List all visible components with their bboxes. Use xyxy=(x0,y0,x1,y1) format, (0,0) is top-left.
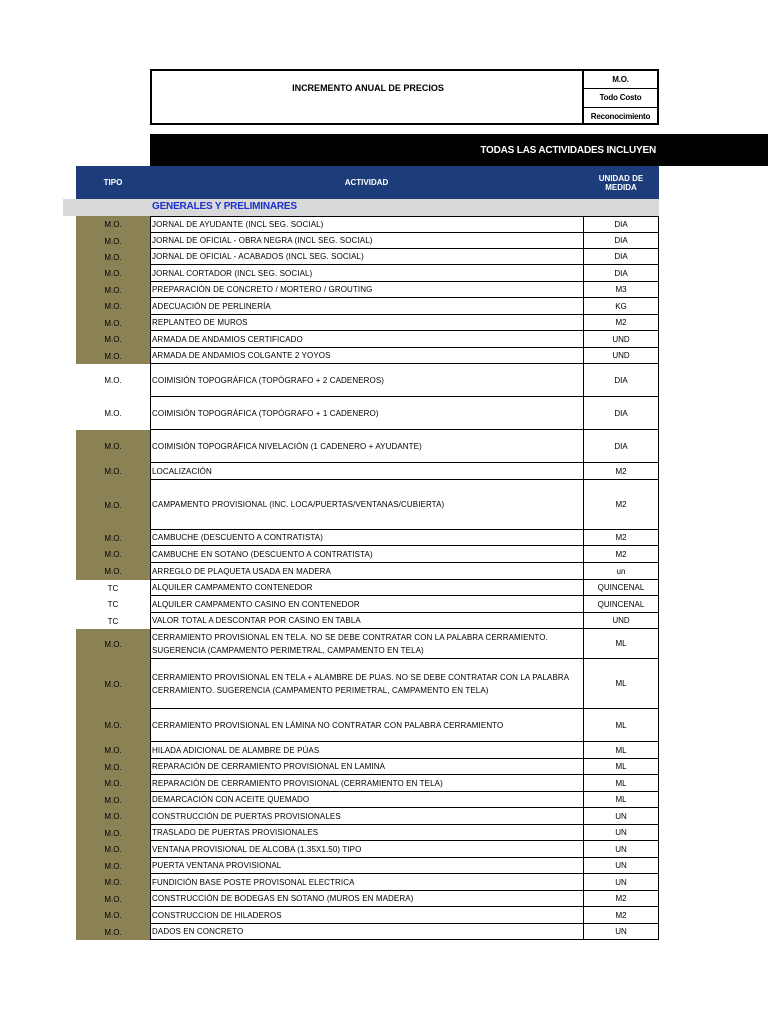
cell-actividad: CAMBUCHE (DESCUENTO A CONTRATISTA) xyxy=(150,530,583,546)
cell-unidad: UN xyxy=(583,858,659,874)
table-row[interactable] xyxy=(76,629,659,659)
cell-tipo: TC xyxy=(107,583,119,593)
cell-unidad: UN xyxy=(583,825,659,841)
table-row[interactable] xyxy=(76,216,659,233)
cell-unidad: DIA xyxy=(583,364,659,397)
cell-tipo: M.O. xyxy=(76,874,150,891)
cell-actividad: CERRAMIENTO PROVISIONAL EN TELA. NO SE DEBE CONTRATAR CON LA PALABRA CERRAMIENTO. SUGERENCIA (CAMPAMENTO PERIMETRAL, CAMPAMENTO EN TELA) xyxy=(150,629,583,659)
cell-tipo: M.O. xyxy=(76,709,150,742)
cell-actividad: JORNAL DE OFICIAL - OBRA NEGRA (INCL SEG. SOCIAL) xyxy=(150,233,583,249)
cell-tipo: M.O. xyxy=(76,891,150,907)
cell-actividad: JORNAL DE OFICIAL - ACABADOS (INCL SEG. SOCIAL) xyxy=(150,249,583,265)
cell-unidad: ML xyxy=(583,775,659,792)
legend-todo-costo: Todo Costo xyxy=(584,89,657,107)
cell-unidad: DIA xyxy=(583,397,659,430)
cell-actividad: COIMISIÓN TOPOGRÁFICA (TOPÓGRAFO + 1 CADENERO) xyxy=(150,397,583,430)
cell-tipo: M.O. xyxy=(76,282,150,298)
cell-unidad: M2 xyxy=(583,530,659,546)
cell-actividad: DEMARCACIÓN CON ACEITE QUEMADO xyxy=(150,792,583,808)
cell-unidad: ML xyxy=(583,659,659,709)
cell-tipo: M.O. xyxy=(76,775,150,792)
table-row[interactable] xyxy=(76,331,659,348)
cell-tipo: M.O. xyxy=(76,563,150,580)
cell-unidad: M3 xyxy=(583,282,659,298)
cell-actividad: COIMISIÓN TOPOGRÁFICA NIVELACIÓN (1 CADENERO + AYUDANTE) xyxy=(150,430,583,463)
cell-tipo: M.O. xyxy=(76,233,150,249)
table-row[interactable] xyxy=(76,596,659,613)
type-legend xyxy=(582,69,659,125)
table-row[interactable] xyxy=(76,841,659,858)
column-header-actividad[interactable]: ACTIVIDAD xyxy=(150,166,583,199)
cell-unidad: ML xyxy=(583,759,659,775)
table-row[interactable] xyxy=(76,742,659,759)
cell-actividad: REPARACIÓN DE CERRAMIENTO PROVISIONAL EN LAMINA xyxy=(150,759,583,775)
cell-actividad: REPLANTEO DE MUROS xyxy=(150,315,583,331)
legend-reconocimiento: Reconocimiento xyxy=(590,111,651,121)
cell-unidad: UN xyxy=(583,924,659,940)
table-row[interactable] xyxy=(76,563,659,580)
cell-tipo: M.O. xyxy=(76,907,150,924)
cell-tipo: M.O. xyxy=(76,808,150,825)
cell-unidad: DIA xyxy=(583,216,659,233)
table-row[interactable] xyxy=(76,891,659,907)
cell-unidad: ML xyxy=(583,629,659,659)
cell-actividad: ARREGLO DE PLAQUETA USADA EN MADERA xyxy=(150,563,583,580)
table-row[interactable] xyxy=(76,463,659,480)
cell-tipo: M.O. xyxy=(76,924,150,940)
cell-unidad: QUINCENAL xyxy=(583,580,659,596)
table-row[interactable] xyxy=(76,249,659,265)
cell-actividad: ALQUILER CAMPAMENTO CONTENEDOR xyxy=(150,580,583,596)
table-row[interactable] xyxy=(76,397,659,430)
cell-tipo: M.O. xyxy=(76,216,150,233)
cell-actividad: JORNAL CORTADOR (INCL SEG. SOCIAL) xyxy=(150,265,583,282)
cell-unidad: DIA xyxy=(583,265,659,282)
cell-unidad: M2 xyxy=(583,463,659,480)
cell-tipo: M.O. xyxy=(76,546,150,563)
table-row[interactable] xyxy=(76,430,659,463)
table-row[interactable] xyxy=(76,298,659,315)
legend-mo: M.O. xyxy=(584,71,657,89)
cell-unidad: UN xyxy=(583,808,659,825)
table-row[interactable] xyxy=(76,315,659,331)
activities-banner: TODAS LAS ACTIVIDADES INCLUYEN xyxy=(150,134,768,166)
cell-actividad: FUNDICIÓN BASE POSTE PROVISONAL ELECTRICA xyxy=(150,874,583,891)
cell-unidad: M2 xyxy=(583,907,659,924)
table-row[interactable] xyxy=(76,480,659,530)
table-row[interactable] xyxy=(76,775,659,792)
cell-unidad: ML xyxy=(583,742,659,759)
cell-unidad: DIA xyxy=(583,430,659,463)
cell-tipo: M.O. xyxy=(76,530,150,546)
cell-actividad: ALQUILER CAMPAMENTO CASINO EN CONTENEDOR xyxy=(150,596,583,613)
cell-tipo: M.O. xyxy=(76,629,150,659)
cell-tipo: TC xyxy=(107,600,119,609)
column-header-tipo[interactable]: TIPO xyxy=(76,166,150,199)
cell-tipo: M.O. xyxy=(76,430,150,463)
cell-tipo: M.O. xyxy=(104,376,122,385)
cell-actividad: LOCALIZACIÓN xyxy=(150,463,583,480)
cell-tipo: M.O. xyxy=(76,659,150,709)
cell-unidad: UN xyxy=(583,841,659,858)
cell-actividad: CERRAMIENTO PROVISIONAL EN TELA + ALAMBRE DE PUAS. NO SE DEBE CONTRATAR CON LA PALABRA CERRAMIENTO. SUGERENCIA (CAMPAMENTO PERIMETRAL, CAMPAMENTO EN TELA) xyxy=(150,659,583,709)
cell-tipo: M.O. xyxy=(76,858,150,874)
table-row[interactable] xyxy=(76,530,659,546)
cell-tipo: M.O. xyxy=(76,480,150,530)
cell-tipo: M.O. xyxy=(76,315,150,331)
cell-actividad: HILADA ADICIONAL DE ALAMBRE DE PÚAS xyxy=(150,742,583,759)
cell-unidad: ML xyxy=(583,709,659,742)
cell-actividad: REPARACIÓN DE CERRAMIENTO PROVISIONAL (CERRAMIENTO EN TELA) xyxy=(150,775,583,792)
cell-tipo: M.O. xyxy=(76,265,150,282)
cell-unidad: UND xyxy=(583,331,659,348)
cell-actividad: VENTANA PROVISIONAL DE ALCOBA (1.35X1.50) TIPO xyxy=(150,841,583,858)
table-row[interactable] xyxy=(76,348,659,364)
table-row[interactable] xyxy=(76,233,659,249)
cell-actividad: ADECUACIÓN DE PERLINERÍA xyxy=(150,298,583,315)
table-row[interactable] xyxy=(76,792,659,808)
cell-actividad: PUERTA VENTANA PROVISIONAL xyxy=(150,858,583,874)
cell-unidad: M2 xyxy=(583,315,659,331)
cell-tipo: M.O. xyxy=(76,331,150,348)
table-row[interactable] xyxy=(76,265,659,282)
cell-actividad: CONSTRUCCIÓN DE BODEGAS EN SOTANO (MUROS EN MADERA) xyxy=(150,891,583,907)
table-row[interactable] xyxy=(76,282,659,298)
column-header-unidad[interactable]: UNIDAD DE MEDIDA xyxy=(583,166,659,199)
table-row[interactable] xyxy=(76,580,659,596)
cell-actividad: DADOS EN CONCRETO xyxy=(150,924,583,940)
table-row[interactable] xyxy=(76,709,659,742)
table-row[interactable] xyxy=(76,759,659,775)
cell-tipo: M.O. xyxy=(76,742,150,759)
cell-tipo: M.O. xyxy=(76,348,150,364)
section-header xyxy=(63,199,659,216)
cell-actividad: VALOR TOTAL A DESCONTAR POR CASINO EN TABLA xyxy=(150,613,583,629)
cell-unidad: M2 xyxy=(583,891,659,907)
cell-unidad: un xyxy=(583,563,659,580)
cell-unidad: QUINCENAL xyxy=(583,596,659,613)
cell-tipo: M.O. xyxy=(76,825,150,841)
cell-actividad: TRASLADO DE PUERTAS PROVISIONALES xyxy=(150,825,583,841)
table-row[interactable] xyxy=(76,825,659,841)
cell-unidad: UND xyxy=(583,613,659,629)
table-row[interactable] xyxy=(76,858,659,874)
cell-tipo: M.O. xyxy=(76,249,150,265)
cell-tipo: M.O. xyxy=(76,841,150,858)
cell-unidad: DIA xyxy=(583,249,659,265)
section-title: GENERALES Y PRELIMINARES xyxy=(152,201,297,212)
cell-tipo: TC xyxy=(107,616,119,626)
table-row[interactable] xyxy=(76,924,659,940)
cell-actividad: CERRAMIENTO PROVISIONAL EN LÁMINA NO CONTRATAR CON PALABRA CERRAMIENTO xyxy=(150,709,583,742)
cell-actividad: COIMISIÓN TOPOGRÁFICA (TOPÓGRAFO + 2 CADENEROS) xyxy=(150,364,583,397)
table-row[interactable] xyxy=(76,546,659,563)
sheet-title: INCREMENTO ANUAL DE PRECIOS xyxy=(150,69,584,125)
cell-unidad: M2 xyxy=(583,546,659,563)
cell-unidad: KG xyxy=(583,298,659,315)
table-row[interactable] xyxy=(76,808,659,825)
cell-tipo: M.O. xyxy=(76,298,150,315)
cell-actividad: CONSTRUCCION DE HILADEROS xyxy=(150,907,583,924)
cell-actividad: CAMPAMENTO PROVISIONAL (INC. LOCA/PUERTAS/VENTANAS/CUBIERTA) xyxy=(150,480,583,530)
table-row[interactable] xyxy=(76,874,659,891)
cell-unidad: DIA xyxy=(583,233,659,249)
cell-actividad: PREPARACIÓN DE CONCRETO / MORTERO / GROUTING xyxy=(150,282,583,298)
cell-actividad: ARMADA DE ANDAMIOS COLGANTE 2 YOYOS xyxy=(150,348,583,364)
cell-tipo: M.O. xyxy=(76,759,150,775)
cell-unidad: ML xyxy=(583,792,659,808)
cell-actividad: JORNAL DE AYUDANTE (INCL SEG. SOCIAL) xyxy=(150,216,583,233)
cell-tipo: M.O. xyxy=(76,792,150,808)
table-row[interactable] xyxy=(76,613,659,629)
table-row[interactable] xyxy=(76,907,659,924)
cell-tipo: M.O. xyxy=(104,409,122,418)
cell-tipo: M.O. xyxy=(76,463,150,480)
cell-actividad: CONSTRUCCIÓN DE PUERTAS PROVISIONALES xyxy=(150,808,583,825)
table-row[interactable] xyxy=(76,659,659,709)
cell-actividad: CAMBUCHE EN SOTANO (DESCUENTO A CONTRATISTA) xyxy=(150,546,583,563)
cell-unidad: UN xyxy=(583,874,659,891)
table-row[interactable] xyxy=(76,364,659,397)
cell-unidad: UND xyxy=(583,348,659,364)
cell-unidad: M2 xyxy=(583,480,659,530)
cell-actividad: ARMADA DE ANDAMIOS CERTIFICADO xyxy=(150,331,583,348)
